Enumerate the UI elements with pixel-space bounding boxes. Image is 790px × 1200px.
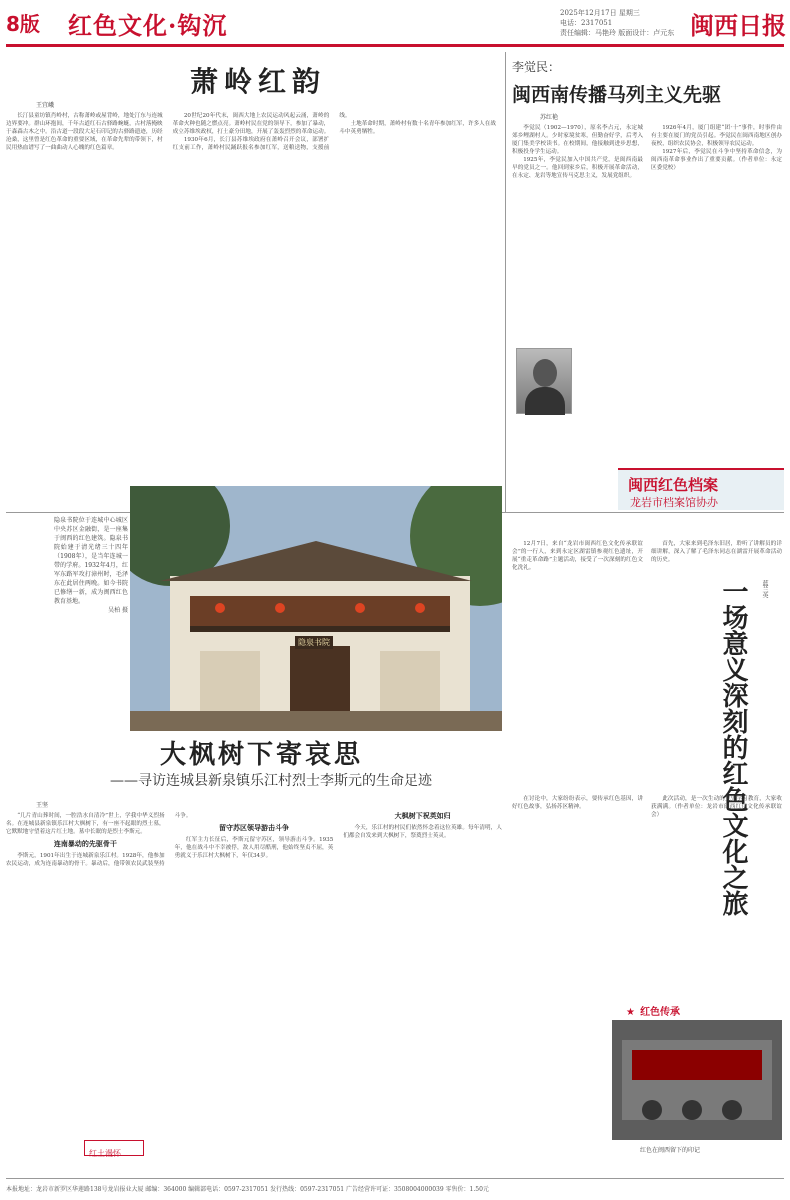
heritage-photo — [612, 1020, 782, 1140]
archive-title: 闽西红色档案 — [628, 476, 719, 494]
article3-body — [6, 812, 502, 1167]
heritage-label — [626, 1000, 726, 1018]
article2-title: 闽西南传播马列主义先驱 — [512, 84, 722, 106]
photo1-caption — [54, 516, 128, 726]
article3-para: 今天，乐江村的村民们依然怀念着这位英雄。每年清明，人们都会自发来到大枫树下，祭奠烈士英灵。 — [343, 825, 502, 839]
heritage-label-text: 红色传承 — [640, 1007, 681, 1018]
portrait-photo — [516, 348, 572, 414]
footer-rule — [6, 1178, 784, 1179]
article1-title: 萧岭红韵 — [190, 65, 327, 98]
article1-para: 长汀县童坊镇肖岭村，古称萧岭或屋背岭，地处汀东与连城边界要冲。群山环抱间，千年古道红石古驿路蜿蜒，古村落掩映于森森古木之中。沿古道一段段大足石印记的古驿路遗迹，历经沧桑，这里曾是红色革命的重要区域，在革命先辈的带领下，村民用热血谱写了一曲曲动人心魄的红色篇章。 — [6, 113, 163, 151]
article2-para: 李觉民（1902—1970），原名李占元，永定城郊乡鲤湖村人。少时家境贫寒，但勤奋好学，后考入厦门集美学校读书。在校期间，他接触到进步思想，积极投身学生运动。 — [512, 125, 643, 155]
article1-author: 王宜峨 — [36, 102, 55, 109]
article3-para: 红军主力长征后，李斯元留守苏区，领导游击斗争。1935年，他在战斗中不幸被俘，敌人用尽酷刑，他始终坚贞不屈，英勇就义于乐江村大枫树下，年仅34岁。 — [174, 837, 334, 859]
article1-body — [6, 112, 496, 467]
masthead — [0, 0, 790, 44]
article1-para: 1930年6月，长汀县苏维埃政府在萧岭召开会议，部署扩红支前工作，萧岭村民踊跃报名参加红军，送粮送物，支援前线。 — [172, 113, 351, 151]
article1-para: 20世纪20年代末，闽西大地上农民运动风起云涌，萧岭的革命火种也随之燃点亮。萧岭村民在党的领导下，参加了暴动，成立苏维埃政权，打土豪分田地，开展了轰轰烈烈的革命运动。 — [172, 113, 330, 135]
article3-subtitle: ——寻访连城县新泉镇乐江村烈士李斯元的生命足迹 — [110, 773, 432, 789]
article2-body — [512, 124, 782, 509]
heritage-caption: 红色在闽西留下的印记 — [640, 1147, 701, 1154]
article2-para: 1927年后，李觉民在斗争中坚持革命信念，为闽西南革命事业作出了重要贡献。（作者单位：永定区委党校） — [651, 149, 782, 171]
archive-subtitle: 龙岩市档案馆协办 — [630, 496, 718, 509]
article3-para: “几片青山葬时间，一腔浩水自清冷”世上，学我中华义烈扬名。在连城县新泉镇乐江村大枫树下，有一座不起眼的烈士墓，它默默地守望着这片红土地。墓中长眠的是烈士李斯元。 — [6, 813, 165, 835]
article3-title: 大枫树下寄哀思 — [160, 740, 364, 770]
article4-para: 首先，大家来到毛泽东旧居，聆听了讲解员的详细讲解，深入了解了毛泽东同志在湖雷开展革命活动的历史。 — [651, 541, 782, 563]
article4-para: 在讨论中，大家纷纷表示，要传承红色基因，讲好红色故事，弘扬苏区精神。 — [512, 796, 643, 810]
article3-subhead: 留守苏区领导游击斗争 — [218, 823, 289, 832]
article3-subhead: 连南暴动的先驱骨干 — [53, 839, 117, 848]
footer-text: 本报地址：龙岩市新罗区华莲路138号龙岩报业大厦 邮编：364000 编辑部电话：0597-2317051 发行热线：0597-2317051 广告经营许可证：3508004000039 零售价：1.50元 — [6, 1186, 489, 1193]
article4-author: 蓝兰英 — [761, 580, 768, 598]
phone-line: 电话：2317051 — [560, 19, 613, 27]
building-sign: 隐泉书院 — [295, 636, 333, 649]
photo-building — [130, 486, 502, 731]
article2-para: 1925年，李觉民加入中国共产党，是闽西南最早的党员之一。他回到家乡后，积极开展革命活动，在永定、龙岩等地宣传马克思主义，发展党组织。 — [512, 157, 643, 179]
article4-para: 此次活动，是一次生动的党史学习教育，大家收获满满。（作者单位：龙岩市闽西红色文化传承联谊会） — [651, 796, 782, 818]
article2-section-label: 李觉民： — [512, 60, 561, 74]
left-box-text: 红土漫怀 — [89, 1149, 121, 1158]
date-line: 2025年12月17日 星期三 — [560, 9, 640, 17]
photo-credit: 吴柏 摄 — [108, 607, 128, 614]
article3-para: 李斯元，1901年出生于连城新泉乐江村。1928年，他参加农民运动，成为连南暴动的骨干。暴动后，他带领农民武装坚持斗争。 — [6, 813, 192, 867]
article1-para: 土地革命时期，萧岭村有数十名青年参加红军，许多人在战斗中英勇牺牲。 — [339, 121, 496, 135]
divider — [505, 52, 506, 512]
heritage-icon: ★ — [626, 1007, 635, 1018]
article4-title: 一场意义深刻的红色文化之旅 — [718, 578, 748, 916]
left-box-label — [84, 1140, 144, 1156]
article3-author: 王坚 — [36, 802, 49, 809]
page-number: 8版 — [6, 12, 40, 36]
article4-para: 12月7日，来自“龙岩市闽西红色文化传承联谊会”的一行人，来到永定区湖雷镇参观红色遗址，开展“重走革命路”主题活动，接受了一次深刻的红色文化洗礼。 — [512, 541, 643, 571]
article2-author: 苏红艳 — [540, 114, 559, 121]
article2-para: 1926年4月，厦门组建“团·十”事件，时事件由有主要在厦门的党员引起。李觉民在闽西南地区创办夜校，组织农民协会，积极领导农民运动。 — [651, 125, 782, 147]
editor-line: 责任编辑：马艳玲 版面设计：卢元东 — [560, 29, 675, 37]
newspaper-logo: 闽西日报 — [690, 11, 786, 40]
article3-subhead: 大枫树下祝英如归 — [394, 812, 451, 820]
archive-badge — [618, 468, 784, 510]
header-rule — [6, 44, 784, 47]
heritage-illustration — [612, 1020, 782, 1140]
photo-caption-text: 隐泉书院位于连城中心城区中央苏区金融街，是一座集于闽西的红色建筑。隐泉书院始建于清光绪三十四年（1908年），是当年连城一带的学府。1932年4月，红军东路军攻打漳州时，毛泽东在此居住两晚。如今书院已修缮一新，成为闽西红色教育基地。 — [54, 517, 128, 605]
section-title: 红色文化·钩沉 — [68, 11, 228, 40]
article4-body-bottom — [512, 795, 782, 995]
building-illustration — [130, 486, 502, 731]
